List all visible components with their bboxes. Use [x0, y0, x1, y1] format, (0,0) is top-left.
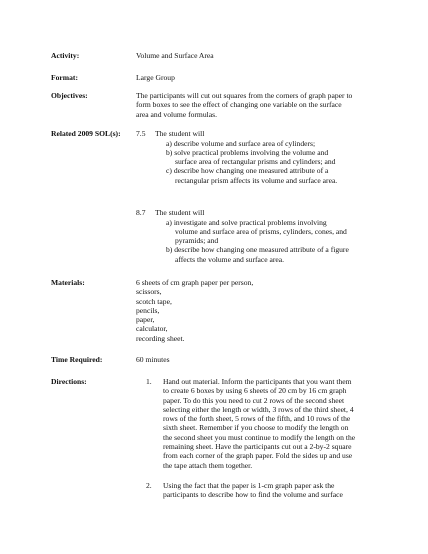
materials-item: recording sheet. — [136, 333, 185, 343]
activity-label: Activity: — [51, 51, 80, 60]
direction-line: the tape attach them together. — [163, 460, 253, 470]
materials-item: scissors, — [136, 287, 162, 297]
sol-subitem-cont: rectangular prism affects its volume and surface area. — [175, 175, 338, 185]
time-value: 60 minutes — [136, 355, 170, 364]
sol-subitem-cont: volume and surface area of prisms, cylinders, cones, and — [175, 226, 347, 236]
materials-item: 6 sheets of cm graph paper per person, — [136, 278, 254, 287]
sol-subitem-cont: affects the volume and surface area. — [175, 254, 285, 264]
direction-text — [163, 481, 343, 500]
direction-line: the second sheet you must continue to modify the length on the — [163, 432, 356, 442]
format-value: Large Group — [136, 73, 175, 82]
sol-subitem-letter: b) — [166, 245, 173, 255]
directions-label: Directions: — [51, 377, 87, 386]
direction-line: Hand out material. Inform the participants that you want them — [163, 377, 352, 386]
materials-label: Materials: — [51, 278, 85, 287]
direction-line: to create 6 boxes by using 6 sheets of 20 cm by 16 cm graph — [163, 386, 347, 396]
sol-number: 8.7 — [136, 208, 146, 217]
direction-line: rows of the forth sheet, 5 rows of the fifth, and 10 rows of the — [163, 414, 351, 424]
sol-subitem — [166, 218, 349, 227]
direction-line: from each corner of the graph paper. Fold the sides up and use — [163, 451, 353, 461]
sol-intro: The student will — [155, 129, 205, 138]
objectives-text — [136, 91, 386, 119]
sol-subitem-text: describe volume and surface area of cylinders; — [173, 138, 316, 148]
sol-subitem — [166, 245, 349, 254]
sol-number: 7.5 — [136, 129, 146, 138]
sol-subitem-letter: c) — [166, 166, 172, 176]
format-label: Format: — [51, 73, 78, 82]
sol-subitem-text: describe how changing one measured attribute of a — [173, 166, 329, 176]
direction-text — [163, 377, 355, 470]
sol-subitem-letter: b) — [166, 147, 173, 157]
objectives-line: The participants will cut out squares from the corners of graph paper to — [136, 91, 353, 100]
materials-item: scotch tape, — [136, 296, 172, 306]
sol-subitem-text: describe how changing one measured attribute of a figure — [174, 245, 349, 255]
sol-intro: The student will — [155, 208, 205, 217]
direction-number: 1. — [146, 377, 152, 386]
materials-item: paper, — [136, 315, 155, 325]
sol-subitem-text: investigate and solve practical problems involving — [173, 217, 327, 227]
sol-subitem — [166, 139, 337, 148]
sol-subitem — [166, 148, 337, 157]
direction-line: sixth sheet. Remember if you choose to modify the length on — [163, 423, 349, 433]
sol-subitem-text: solve practical problems involving the volume and — [174, 147, 329, 157]
direction-line: paper. To do this you need to cut 2 rows of the second sheet — [163, 395, 345, 405]
direction-number: 2. — [146, 481, 152, 490]
sol-subitem — [166, 166, 337, 175]
direction-line: participants to describe how to find the volume and surface — [163, 490, 343, 500]
sol-subitem-cont: surface area of rectangular prisms and cylinders; and — [175, 157, 336, 167]
materials-item: pencils, — [136, 305, 160, 315]
objectives-line: area and volume formulas. — [136, 109, 217, 119]
activity-value: Volume and Surface Area — [136, 51, 214, 60]
sol-subitems — [166, 218, 349, 264]
direction-line: remaining sheet. Have the participants cut out a 2-by-2 square — [163, 442, 352, 452]
objectives-label: Objectives: — [51, 91, 88, 100]
sol-label: Related 2009 SOL(s): — [51, 129, 121, 138]
sol-subitem-cont: pyramids; and — [175, 236, 219, 246]
sol-subitems — [166, 139, 337, 185]
time-label: Time Required: — [51, 355, 103, 364]
sol-subitem-letter: a) — [166, 217, 172, 227]
sol-subitem-letter: a) — [166, 138, 172, 148]
materials-list — [136, 278, 386, 343]
materials-item: calculator, — [136, 324, 168, 334]
direction-line: Using the fact that the paper is 1-cm graph paper ask the — [163, 481, 335, 490]
direction-line: selecting either the length or width, 3 rows of the third sheet, 4 — [163, 404, 354, 414]
objectives-line: form boxes to see the effect of changing one variable on the surface — [136, 100, 342, 110]
